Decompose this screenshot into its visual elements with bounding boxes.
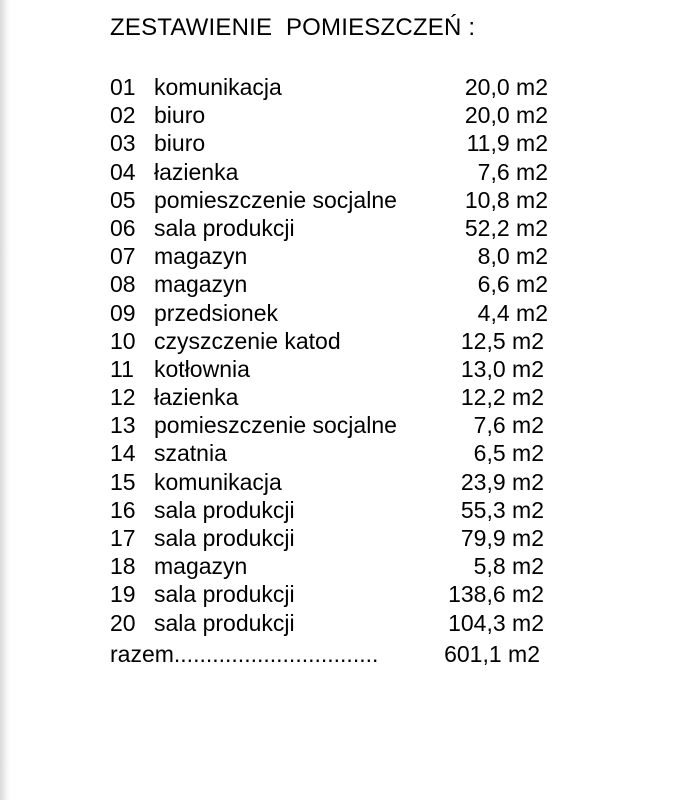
room-row (110, 158, 550, 186)
room-row (110, 270, 550, 298)
room-name: pomieszczenie socjalne (154, 186, 397, 213)
room-row (110, 496, 550, 524)
total-label: razem................................ (110, 641, 379, 667)
room-area: 13,0 m2 (460, 355, 544, 382)
room-area: 79,9 m2 (460, 525, 544, 551)
room-area: 104,3 m2 (448, 609, 544, 636)
room-name: sala produkcji (154, 214, 295, 241)
room-name: magazyn (154, 243, 248, 270)
room-area: 7,6 m2 (473, 412, 544, 439)
room-name: biuro (154, 130, 206, 157)
room-name: przedsionek (154, 299, 279, 326)
room-row (110, 439, 550, 467)
room-row (110, 552, 550, 580)
room-area: 55,3 m2 (460, 496, 544, 523)
total-area: 601,1 m2 (444, 641, 540, 667)
room-number: 08 (110, 271, 136, 298)
room-row (110, 355, 550, 383)
document-title: ZESTAWIENIE POMIESZCZEŃ : (110, 14, 476, 41)
room-number: 04 (110, 158, 136, 185)
room-name: magazyn (154, 553, 248, 580)
room-area: 52,2 m2 (464, 214, 548, 241)
room-name: komunikacja (154, 74, 282, 100)
room-area: 6,5 m2 (473, 440, 544, 467)
room-name: komunikacja (154, 468, 282, 495)
room-number: 17 (110, 525, 136, 551)
room-name: sala produkcji (154, 581, 295, 608)
room-name: pomieszczenie socjalne (154, 412, 397, 439)
page-edge-shadow (0, 0, 10, 800)
room-number: 18 (110, 553, 136, 580)
room-row (110, 186, 550, 214)
room-number: 16 (110, 496, 136, 523)
room-number: 11 (110, 355, 134, 382)
room-number: 15 (110, 468, 136, 495)
room-number: 06 (110, 214, 136, 241)
room-area: 4,4 m2 (477, 299, 548, 326)
room-name: magazyn (154, 271, 248, 298)
room-number: 13 (110, 412, 136, 439)
room-area: 20,0 m2 (464, 74, 548, 100)
room-row (110, 214, 550, 242)
room-number: 02 (110, 102, 136, 129)
room-name: czyszczenie katod (154, 327, 341, 354)
room-name: łazienka (154, 158, 239, 185)
room-area: 138,6 m2 (448, 581, 544, 608)
room-name: biuro (154, 102, 206, 129)
room-name: łazienka (154, 384, 239, 411)
room-number: 09 (110, 299, 136, 326)
room-area: 11,9 m2 (466, 130, 548, 157)
room-row (110, 129, 550, 157)
room-row (110, 327, 550, 355)
room-number: 07 (110, 243, 136, 270)
room-number: 14 (110, 440, 136, 467)
room-number: 05 (110, 186, 136, 213)
room-number: 03 (110, 130, 136, 157)
room-row (110, 411, 550, 439)
room-row (110, 524, 550, 552)
room-row (110, 580, 550, 608)
room-row (110, 101, 550, 129)
room-name: kotłownia (154, 355, 250, 382)
room-name: sala produkcji (154, 496, 295, 523)
room-name: sala produkcji (154, 525, 295, 551)
room-row (110, 299, 550, 327)
room-row (110, 383, 550, 411)
room-area: 5,8 m2 (473, 553, 544, 580)
room-area: 12,5 m2 (460, 327, 544, 354)
room-area: 10,8 m2 (464, 186, 548, 213)
rooms-list (110, 73, 550, 637)
room-area: 6,6 m2 (477, 271, 548, 298)
room-area: 12,2 m2 (460, 384, 544, 411)
room-row (110, 73, 550, 101)
room-row (110, 242, 550, 270)
room-row (110, 609, 550, 637)
room-number: 19 (110, 581, 136, 608)
room-area: 8,0 m2 (477, 243, 548, 270)
room-name: sala produkcji (154, 609, 295, 636)
room-number: 12 (110, 384, 136, 411)
room-number: 01 (110, 74, 136, 100)
room-area: 23,9 m2 (460, 468, 544, 495)
room-number: 10 (110, 327, 136, 354)
room-name: szatnia (154, 440, 227, 467)
room-area: 7,6 m2 (477, 158, 548, 185)
room-row (110, 468, 550, 496)
room-number: 20 (110, 609, 136, 636)
room-area: 20,0 m2 (464, 102, 548, 129)
